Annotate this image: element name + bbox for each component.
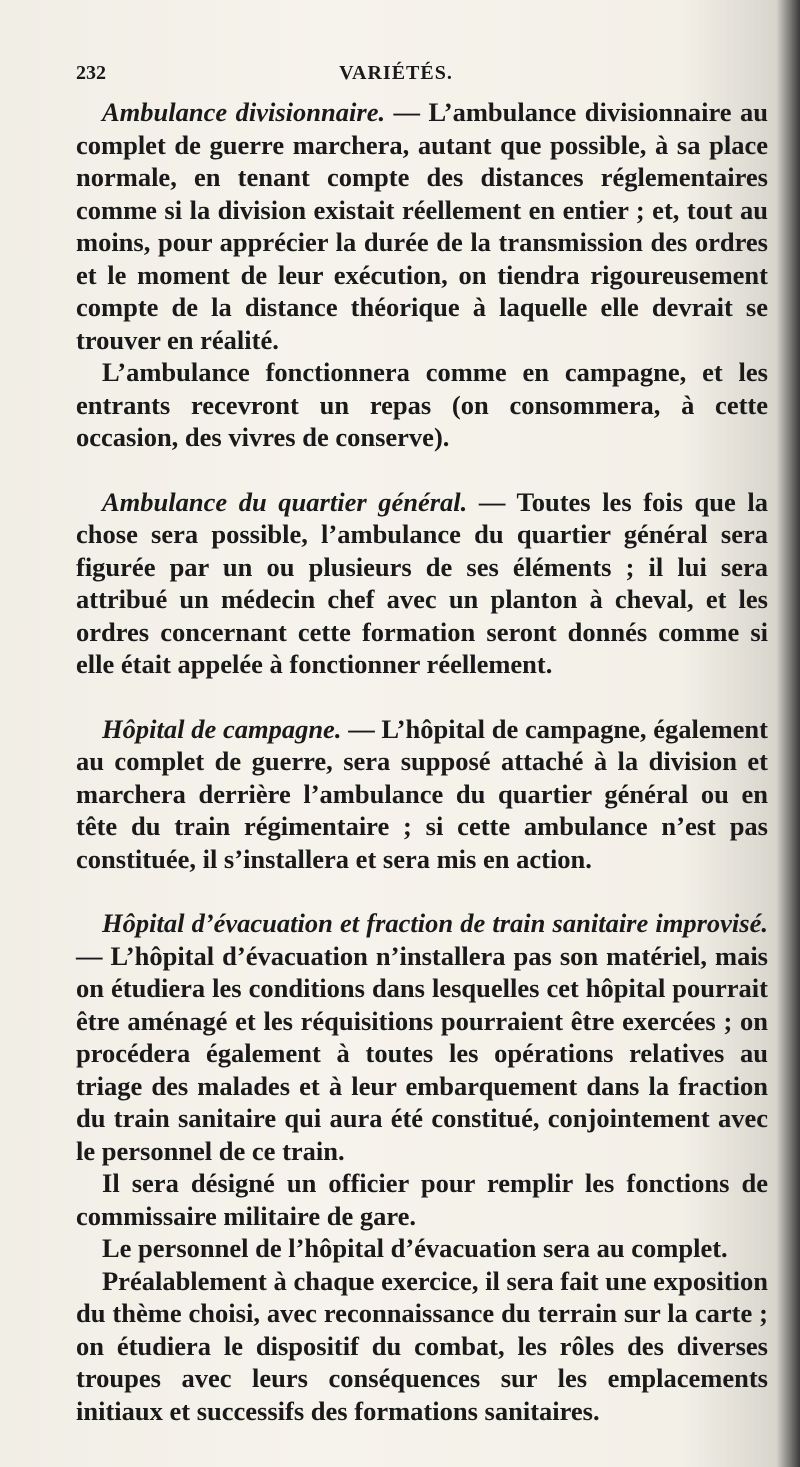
paragraph-commissaire-gare (76, 1167, 768, 1232)
page-header (76, 62, 716, 92)
paragraph-text: L’ambulance fonctionnera comme en campagne, et les entrants recevront un repas (on consommera, à cette occasion, des vivres de conserve). (76, 357, 768, 452)
section-heading: Hôpital de campagne. (102, 713, 342, 744)
paragraph-personnel-complet (76, 1232, 768, 1265)
section-heading: Ambulance du quartier général. (102, 486, 468, 517)
paragraph-text: — L’ambulance divisionnaire au complet de guerre marchera, autant que possible, à sa place normale, en tenant compte des distances réglementaires comme si la division existait réellement en entier ; et, tout au moins, pour apprécier la durée de la transmission des ordres et le moment de leur exécution, on tiendra rigoureusement compte de la distance théorique à laquelle elle devrait se trouver en réalité. (76, 97, 768, 355)
paragraph-ambulance-quartier-general (76, 486, 768, 681)
paragraph-text: — L’hôpital d’évacuation n’installera pas son matériel, mais on étudiera les conditions dans lesquelles cet hôpital pourrait être aménagé et les réquisitions pourraient être exercées ; on procédera également à toutes les opérations relatives au triage des malades et à leur embarquement dans la fraction du train sanitaire qui aura été constitué, conjointement avec le personnel de ce train. (76, 940, 768, 1166)
running-title: VARIÉTÉS. (339, 62, 453, 84)
page-number: 232 (76, 62, 106, 84)
paragraph-ambulance-divisionnaire (76, 96, 768, 356)
paragraph-exposition-theme (76, 1265, 768, 1428)
paragraph-text: — L’hôpital de campagne, également au complet de guerre, sera supposé attaché à la division et marchera derrière l’ambulance du quartier général ou en tête du train régimentaire ; si cette ambulance n’est pas constituée, il s’installera et sera mis en action. (76, 713, 768, 874)
paragraph-text: — Toutes les fois que la chose sera possible, l’ambulance du quartier général sera figurée par un ou plusieurs de ses éléments ; il lui sera attribué un médecin chef avec un planton à cheval, et les ordres concernant cette formation seront donnés comme si elle était appelée à fonctionner réellement. (76, 486, 768, 679)
paragraph-text: Il sera désigné un officier pour remplir les fonctions de commissaire militaire de gare. (76, 1168, 768, 1231)
paragraph-ambulance-fonctionnement (76, 356, 768, 454)
paragraph-hopital-evacuation (76, 907, 768, 1167)
section-heading: Hôpital d’évacuation et fraction de train sanitaire improvisé. (102, 908, 768, 938)
section-heading: Ambulance divisionnaire. (102, 97, 386, 127)
body-text (76, 96, 768, 1427)
paragraph-hopital-campagne (76, 713, 768, 876)
paragraph-text: Le personnel de l’hôpital d’évacuation sera au complet. (102, 1233, 728, 1263)
paragraph-text: Préalablement à chaque exercice, il sera fait une exposition du thème choisi, avec reconnaissance du terrain sur la carte ; on étudiera le dispositif du combat, les rôles des diverses troupes avec leurs conséquences sur les emplacements initiaux et successifs des formations sanitaires. (76, 1265, 768, 1426)
